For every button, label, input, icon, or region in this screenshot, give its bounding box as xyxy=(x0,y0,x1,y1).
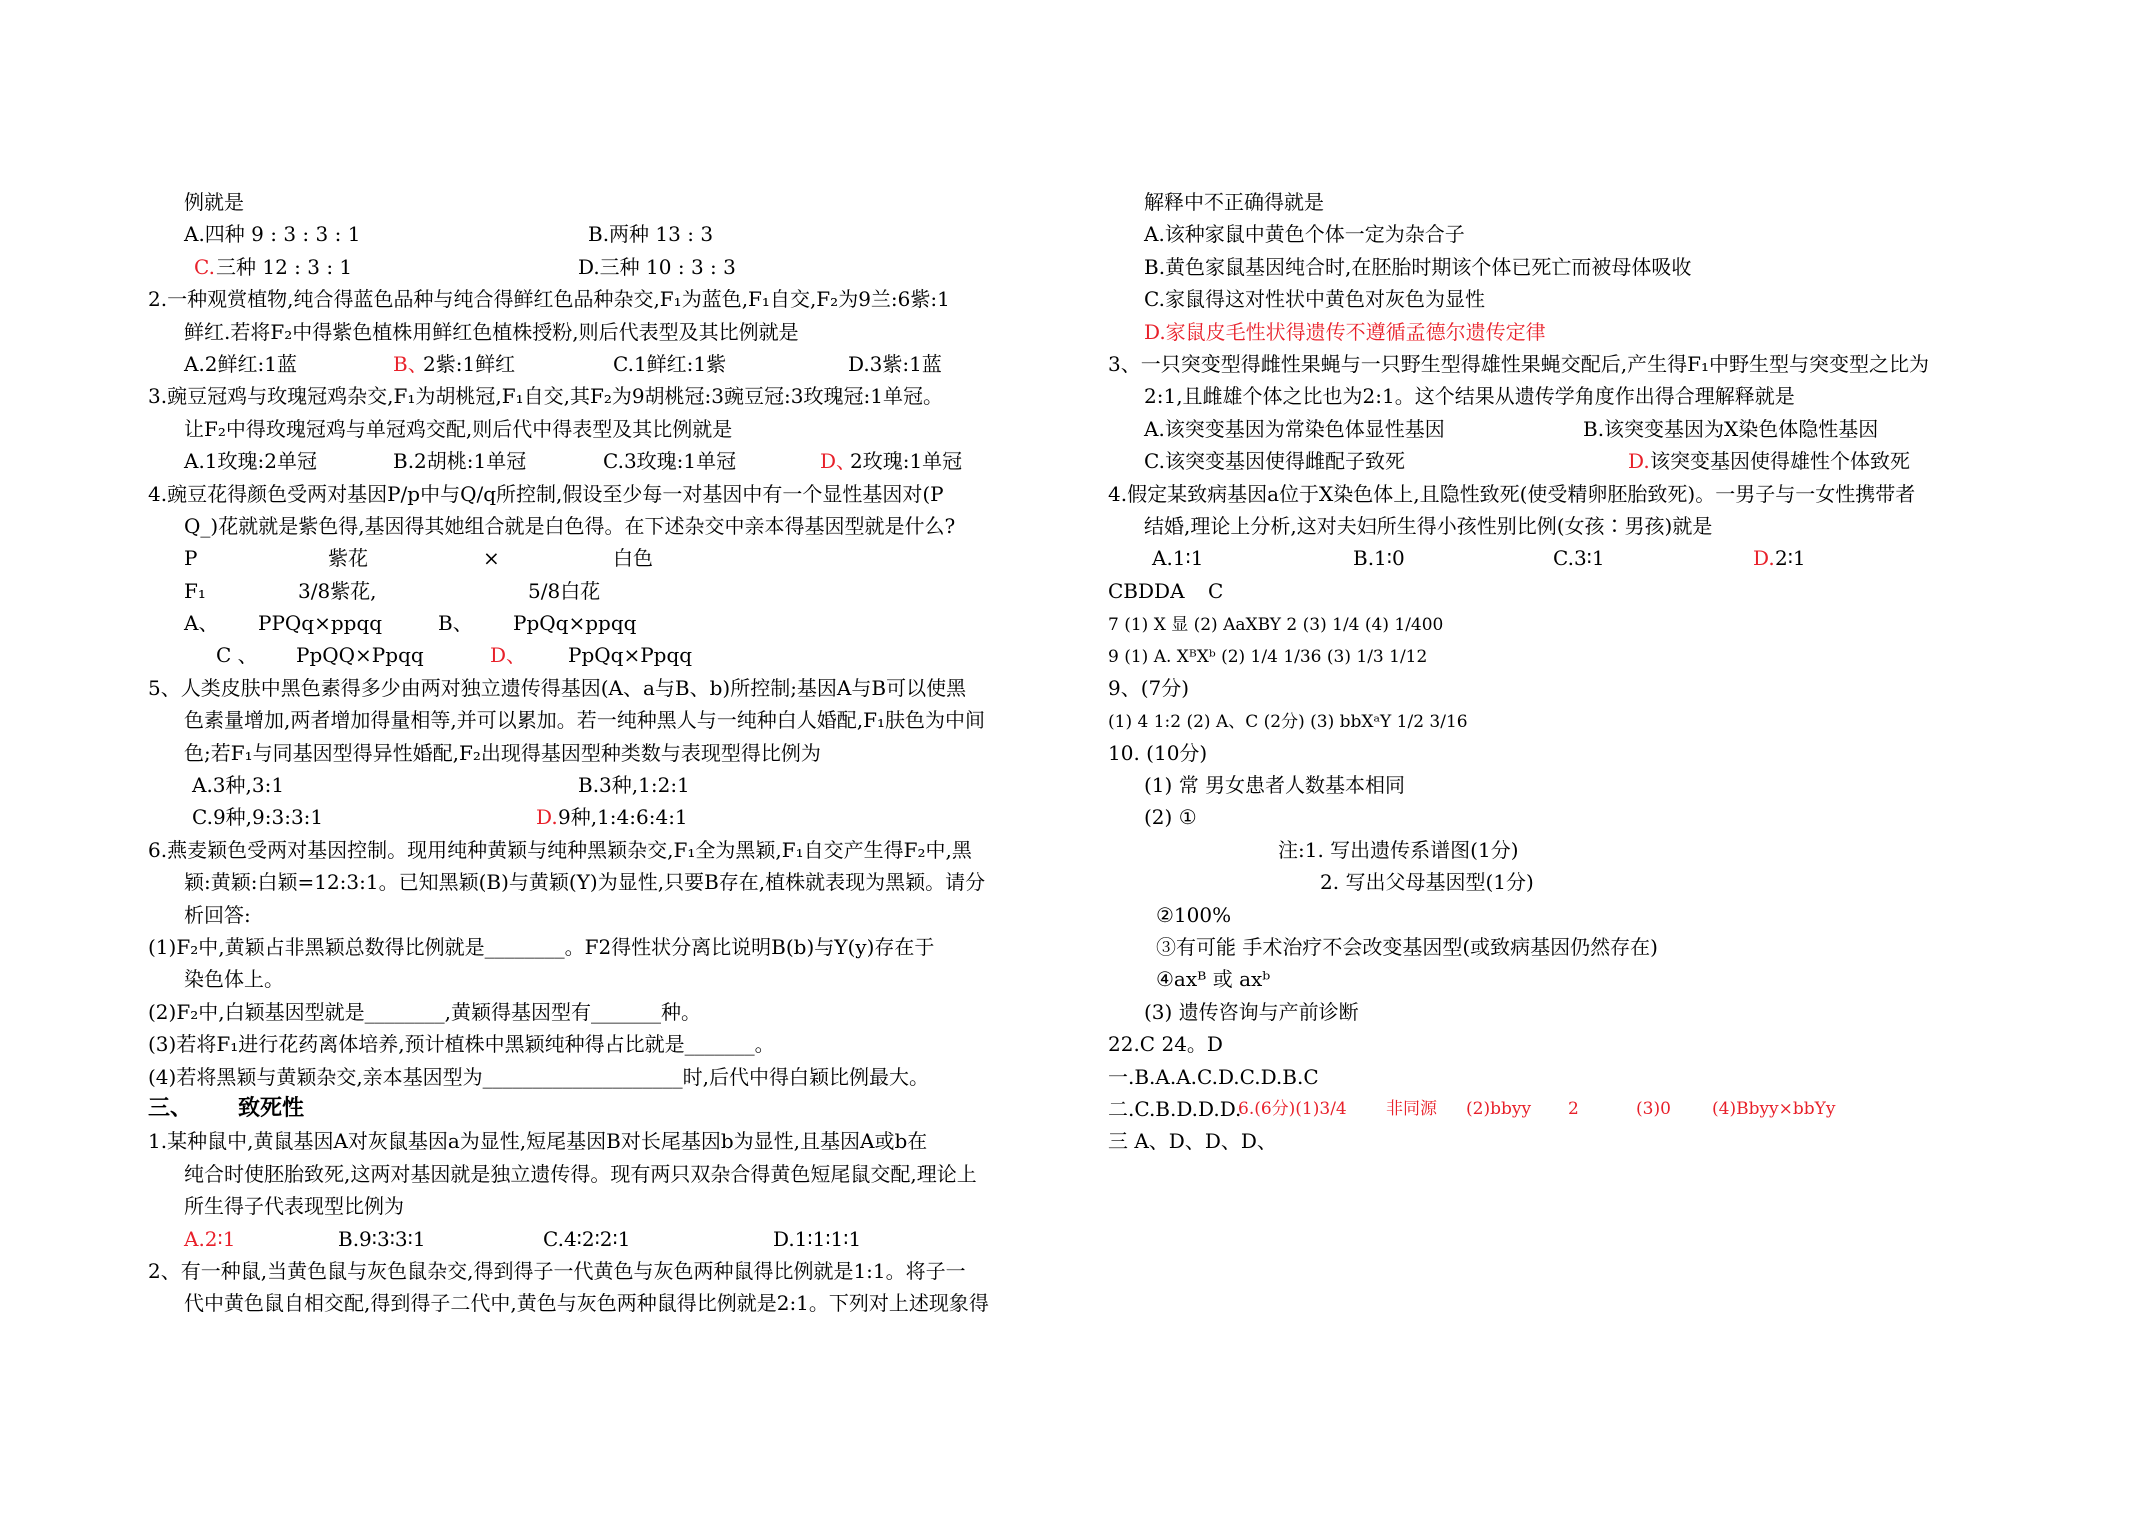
text-span: B.该突变基因为X染色体隐性基因 xyxy=(1583,416,1879,441)
text-span: 颖:黄颖:白颖=12:3:1。已知黑颖(B)与黄颖(Y)为显性,只要B存在,植株就表现为黑颖。请分 xyxy=(184,870,986,895)
left-line xyxy=(148,1255,1070,1287)
left-line xyxy=(148,737,1070,769)
text-span: 2紫:1鲜红 xyxy=(423,351,516,376)
text-span: 2 xyxy=(1568,1098,1579,1119)
left-line xyxy=(148,348,1070,380)
text-span: 1.某种鼠中,黄鼠基因A对灰鼠基因a为显性,短尾基因B对长尾基因b为显性,且基因A或b在 xyxy=(148,1129,928,1154)
text-span: P xyxy=(184,546,198,571)
right-line xyxy=(1108,380,2048,412)
right-line xyxy=(1108,1125,2048,1157)
left-line xyxy=(148,542,1070,574)
left-line xyxy=(148,704,1070,736)
text-span: 3.豌豆冠鸡与玫瑰冠鸡杂交,F₁为胡桃冠,F₁自交,其F₂为9胡桃冠:3豌豆冠:3玫瑰冠:1单冠。 xyxy=(148,384,943,409)
left-line xyxy=(148,899,1070,931)
text-span: C.1鲜红:1紫 xyxy=(613,351,727,376)
text-span: ②100% xyxy=(1156,902,1232,927)
left-line xyxy=(148,218,1070,250)
left-line xyxy=(148,834,1070,866)
left-line xyxy=(148,996,1070,1028)
right-line xyxy=(1108,510,2048,542)
left-line xyxy=(148,510,1070,542)
text-span: C.9种,9:3:3:1 xyxy=(192,805,324,830)
text-span: F₁ xyxy=(184,578,206,603)
text-span: D.家鼠皮毛性状得遗传不遵循孟德尔遗传定律 xyxy=(1144,319,1546,344)
left-line xyxy=(148,1223,1070,1255)
text-span: D.1∶1∶1∶1 xyxy=(773,1226,862,1251)
right-line xyxy=(1108,737,2048,769)
text-span: PpQq×ppqq xyxy=(513,611,637,636)
text-span: A.2鲜红:1蓝 xyxy=(184,351,297,376)
text-span: A.3种,3:1 xyxy=(192,773,285,798)
right-line xyxy=(1108,931,2048,963)
text-span: D. xyxy=(1753,546,1775,571)
text-span: 三 A、D、D、D、 xyxy=(1108,1129,1277,1154)
text-span: 2、有一种鼠,当黄色鼠与灰色鼠杂交,得到得子一代黄色与灰色两种鼠得比例就是1:1。将子一 xyxy=(148,1258,966,1283)
text-span: B、 xyxy=(393,351,428,376)
text-span: C.4∶2∶2∶1 xyxy=(543,1226,631,1251)
right-line xyxy=(1108,218,2048,250)
text-span: 9种,1:4:6:4:1 xyxy=(558,805,688,830)
text-span: 例就是 xyxy=(184,190,244,214)
text-span: 三、 xyxy=(148,1095,193,1121)
text-span: 2:1,且雌雄个体之比也为2:1。这个结果从遗传学角度作出得合理解释就是 xyxy=(1144,384,1795,409)
text-span: 解释中不正确得就是 xyxy=(1144,190,1324,214)
text-span: 该突变基因使得雄性个体致死 xyxy=(1650,449,1910,474)
left-line xyxy=(148,380,1070,412)
right-line xyxy=(1108,996,2048,1028)
left-line xyxy=(148,801,1070,833)
text-span: 代中黄色鼠自相交配,得到得子二代中,黄色与灰色两种鼠得比例就是2:1。下列对上述现象得 xyxy=(184,1291,989,1316)
right-line xyxy=(1108,866,2048,898)
text-span: A.该种家鼠中黄色个体一定为杂合子 xyxy=(1144,222,1465,247)
right-line xyxy=(1108,801,2048,833)
left-line xyxy=(148,1287,1070,1319)
text-span: (4)Bbyy×bbYy xyxy=(1712,1098,1836,1119)
left-line xyxy=(148,478,1070,510)
left-line xyxy=(148,575,1070,607)
text-span: (4)若将黑颖与黄颖杂交,亲本基因型为____________________时,后代中得白颖比例最大。 xyxy=(148,1064,930,1089)
text-span: 5、人类皮肤中黑色素得多少由两对独立遗传得基因(A、a与B、b)所控制;基因A与B可以使黑 xyxy=(148,675,967,700)
text-span: 5/8白花 xyxy=(528,578,601,603)
text-span: C. xyxy=(194,254,215,279)
left-line xyxy=(148,283,1070,315)
text-span: B.9∶3∶3∶1 xyxy=(338,1226,426,1251)
text-span: B.黄色家鼠基因纯合时,在胚胎时期该个体已死亡而被母体吸收 xyxy=(1144,254,1692,279)
text-span: ③有可能 手术治疗不会改变基因型(或致病基因仍然存在) xyxy=(1156,934,1658,959)
text-span: A.1∶1 xyxy=(1152,546,1204,571)
text-span: A.2∶1 xyxy=(184,1226,236,1251)
text-span: B.2胡桃:1单冠 xyxy=(393,449,527,474)
text-span: 白色 xyxy=(613,546,653,571)
text-span: 2玫瑰:1单冠 xyxy=(850,449,963,474)
right-line xyxy=(1108,316,2048,348)
left-line xyxy=(148,1125,1070,1157)
text-span: 色素量增加,两者增加得量相等,并可以累加。若一纯种黑人与一纯种白人婚配,F₁肤色为中间 xyxy=(184,708,985,733)
text-span: 2. 写出父母基因型(1分) xyxy=(1320,870,1534,895)
text-span: 2.一种观赏植物,纯合得蓝色品种与纯合得鲜红色品种杂交,F₁为蓝色,F₁自交,F₂为9兰:6紫:1 xyxy=(148,287,950,312)
text-span: 4.假定某致病基因a位于X染色体上,且隐性致死(使受精卵胚胎致死)。一男子与一女性携带者 xyxy=(1108,481,1916,506)
right-column xyxy=(1108,186,2048,1158)
right-line xyxy=(1108,413,2048,445)
text-span: C.家鼠得这对性状中黄色对灰色为显性 xyxy=(1144,287,1485,312)
right-line xyxy=(1108,672,2048,704)
right-line xyxy=(1108,1061,2048,1093)
text-span: (1) 4 1:2 (2) A、C (2分) (3) bbXᵃY 1/2 3/16 xyxy=(1108,712,1468,733)
text-span: (1)F₂中,黄颖占非黑颖总数得比例就是________。F2得性状分离比说明B(b)与Y(y)存在于 xyxy=(148,934,935,959)
text-span: 4.豌豆花得颜色受两对基因P/p中与Q/q所控制,假设至少每一对基因中有一个显性基因对(P xyxy=(148,481,944,506)
text-span: 所生得子代表现型比例为 xyxy=(184,1194,404,1219)
text-span: 3/8紫花, xyxy=(298,578,377,603)
text-span: A.该突变基因为常染色体显性基因 xyxy=(1144,416,1445,441)
text-span: B.两种 13 : 3 xyxy=(588,222,714,247)
left-line xyxy=(148,1093,1070,1125)
right-line xyxy=(1108,834,2048,866)
right-line xyxy=(1108,769,2048,801)
text-span: C.3玫瑰:1单冠 xyxy=(603,449,737,474)
right-line xyxy=(1108,899,2048,931)
left-line xyxy=(148,1028,1070,1060)
left-line xyxy=(148,639,1070,671)
text-span: 让F₂中得玫瑰冠鸡与单冠鸡交配,则后代中得表型及其比例就是 xyxy=(184,416,733,441)
text-span: (2)F₂中,白颖基因型就是________,黄颖得基因型有_______种。 xyxy=(148,999,701,1024)
right-line xyxy=(1108,251,2048,283)
text-span: 染色体上。 xyxy=(184,967,284,992)
left-line xyxy=(148,186,1070,218)
text-span: 紫花 xyxy=(328,546,368,571)
text-span: ④axᴮ 或 axᵇ xyxy=(1156,967,1271,992)
text-span: C.3∶1 xyxy=(1553,546,1605,571)
text-span: 鲜红.若将F₂中得紫色植株用鲜红色植株授粉,则后代表型及其比例就是 xyxy=(184,319,799,344)
left-line xyxy=(148,672,1070,704)
text-span: 6.(6分)(1)3/4 xyxy=(1238,1098,1347,1119)
right-line xyxy=(1108,186,2048,218)
text-span: (3) 遗传咨询与产前诊断 xyxy=(1144,999,1359,1024)
text-span: (1) 常 男女患者人数基本相同 xyxy=(1144,773,1406,798)
text-span: (2) ① xyxy=(1144,805,1197,830)
text-span: B.3种,1:2:1 xyxy=(578,773,690,798)
text-span: D、 xyxy=(490,643,527,668)
right-line xyxy=(1108,1093,2048,1125)
left-line xyxy=(148,963,1070,995)
text-span: D. xyxy=(1628,449,1650,474)
text-span: 色;若F₁与同基因型得异性婚配,F₂出现得基因型种类数与表现型得比例为 xyxy=(184,740,821,765)
text-span: 析回答: xyxy=(184,902,251,927)
left-line xyxy=(148,1061,1070,1093)
text-span: 3、一只突变型得雌性果蝇与一只野生型得雄性果蝇交配后,产生得F₁中野生型与突变型之比为 xyxy=(1108,351,1929,376)
left-line xyxy=(148,1190,1070,1222)
left-column xyxy=(148,186,1070,1320)
text-span: 9、(7分) xyxy=(1108,675,1190,700)
text-span: (2)bbyy xyxy=(1466,1098,1532,1119)
text-span: D、 xyxy=(820,449,857,474)
right-line xyxy=(1108,478,2048,510)
left-line xyxy=(148,931,1070,963)
text-span: 纯合时使胚胎致死,这两对基因就是独立遗传得。现有两只双杂合得黄色短尾鼠交配,理论上 xyxy=(184,1161,977,1186)
left-line xyxy=(148,413,1070,445)
text-span: C xyxy=(1208,578,1224,603)
left-line xyxy=(148,607,1070,639)
right-line xyxy=(1108,963,2048,995)
left-line xyxy=(148,316,1070,348)
text-span: C.该突变基因使得雌配子致死 xyxy=(1144,449,1405,474)
text-span: B.1∶0 xyxy=(1353,546,1405,571)
text-span: 结婚,理论上分析,这对夫妇所生得小孩性别比例(女孩∶男孩)就是 xyxy=(1144,513,1713,538)
left-line xyxy=(148,251,1070,283)
right-line xyxy=(1108,639,2048,671)
text-span: PpQQ×Ppqq xyxy=(296,643,424,668)
text-span: 10. (10分) xyxy=(1108,740,1208,765)
left-line xyxy=(148,445,1070,477)
text-span: 注:1. 写出遗传系谱图(1分) xyxy=(1278,837,1519,862)
text-span: 三种 12 : 3 : 1 xyxy=(216,254,353,279)
text-span: 致死性 xyxy=(238,1095,305,1121)
text-span: 22.C 24。D xyxy=(1108,1032,1223,1057)
text-span: 2∶1 xyxy=(1775,546,1806,571)
right-line xyxy=(1108,1028,2048,1060)
text-span: (3)0 xyxy=(1636,1098,1671,1119)
text-span: D.三种 10 : 3 : 3 xyxy=(578,254,736,279)
text-span: D.3紫:1蓝 xyxy=(848,351,942,376)
text-span: D. xyxy=(536,805,558,830)
text-span: 二.C.B.D.D.D. xyxy=(1108,1096,1242,1121)
text-span: Q_)花就就是紫色得,基因得其她组合就是白色得。在下述杂交中亲本得基因型就是什么? xyxy=(184,513,956,538)
text-span: (3)若将F₁进行花药离体培养,预计植株中黑颖纯种得占比就是_______。 xyxy=(148,1032,775,1057)
text-span: A、 xyxy=(184,611,219,636)
text-span: A.四种 9 : 3 : 3 : 1 xyxy=(184,222,361,247)
text-span: 9 (1) A. XᴮXᵇ (2) 1/4 1/36 (3) 1/3 1/12 xyxy=(1108,647,1428,668)
text-span: × xyxy=(483,546,500,571)
right-line xyxy=(1108,542,2048,574)
text-span: 6.燕麦颖色受两对基因控制。现用纯种黄颖与纯种黑颖杂交,F₁全为黑颖,F₁自交产生得F₂中,黑 xyxy=(148,837,972,862)
text-span: 非同源 xyxy=(1386,1098,1437,1119)
text-span: B、 xyxy=(438,611,473,636)
right-line xyxy=(1108,704,2048,736)
text-span: 7 (1) X 显 (2) AaXBY 2 (3) 1/4 (4) 1/400 xyxy=(1108,615,1444,636)
right-line xyxy=(1108,607,2048,639)
text-span: PpQq×Ppqq xyxy=(568,643,693,668)
left-line xyxy=(148,1158,1070,1190)
text-span: C 、 xyxy=(216,643,258,668)
right-line xyxy=(1108,575,2048,607)
right-line xyxy=(1108,348,2048,380)
text-span: CBDDA xyxy=(1108,578,1185,603)
right-line xyxy=(1108,283,2048,315)
text-span: 一.B.A.A.C.D.C.D.B.C xyxy=(1108,1064,1319,1089)
left-line xyxy=(148,866,1070,898)
text-span: A.1玫瑰:2单冠 xyxy=(184,449,317,474)
left-line xyxy=(148,769,1070,801)
right-line xyxy=(1108,445,2048,477)
text-span: PPQq×ppqq xyxy=(258,611,383,636)
